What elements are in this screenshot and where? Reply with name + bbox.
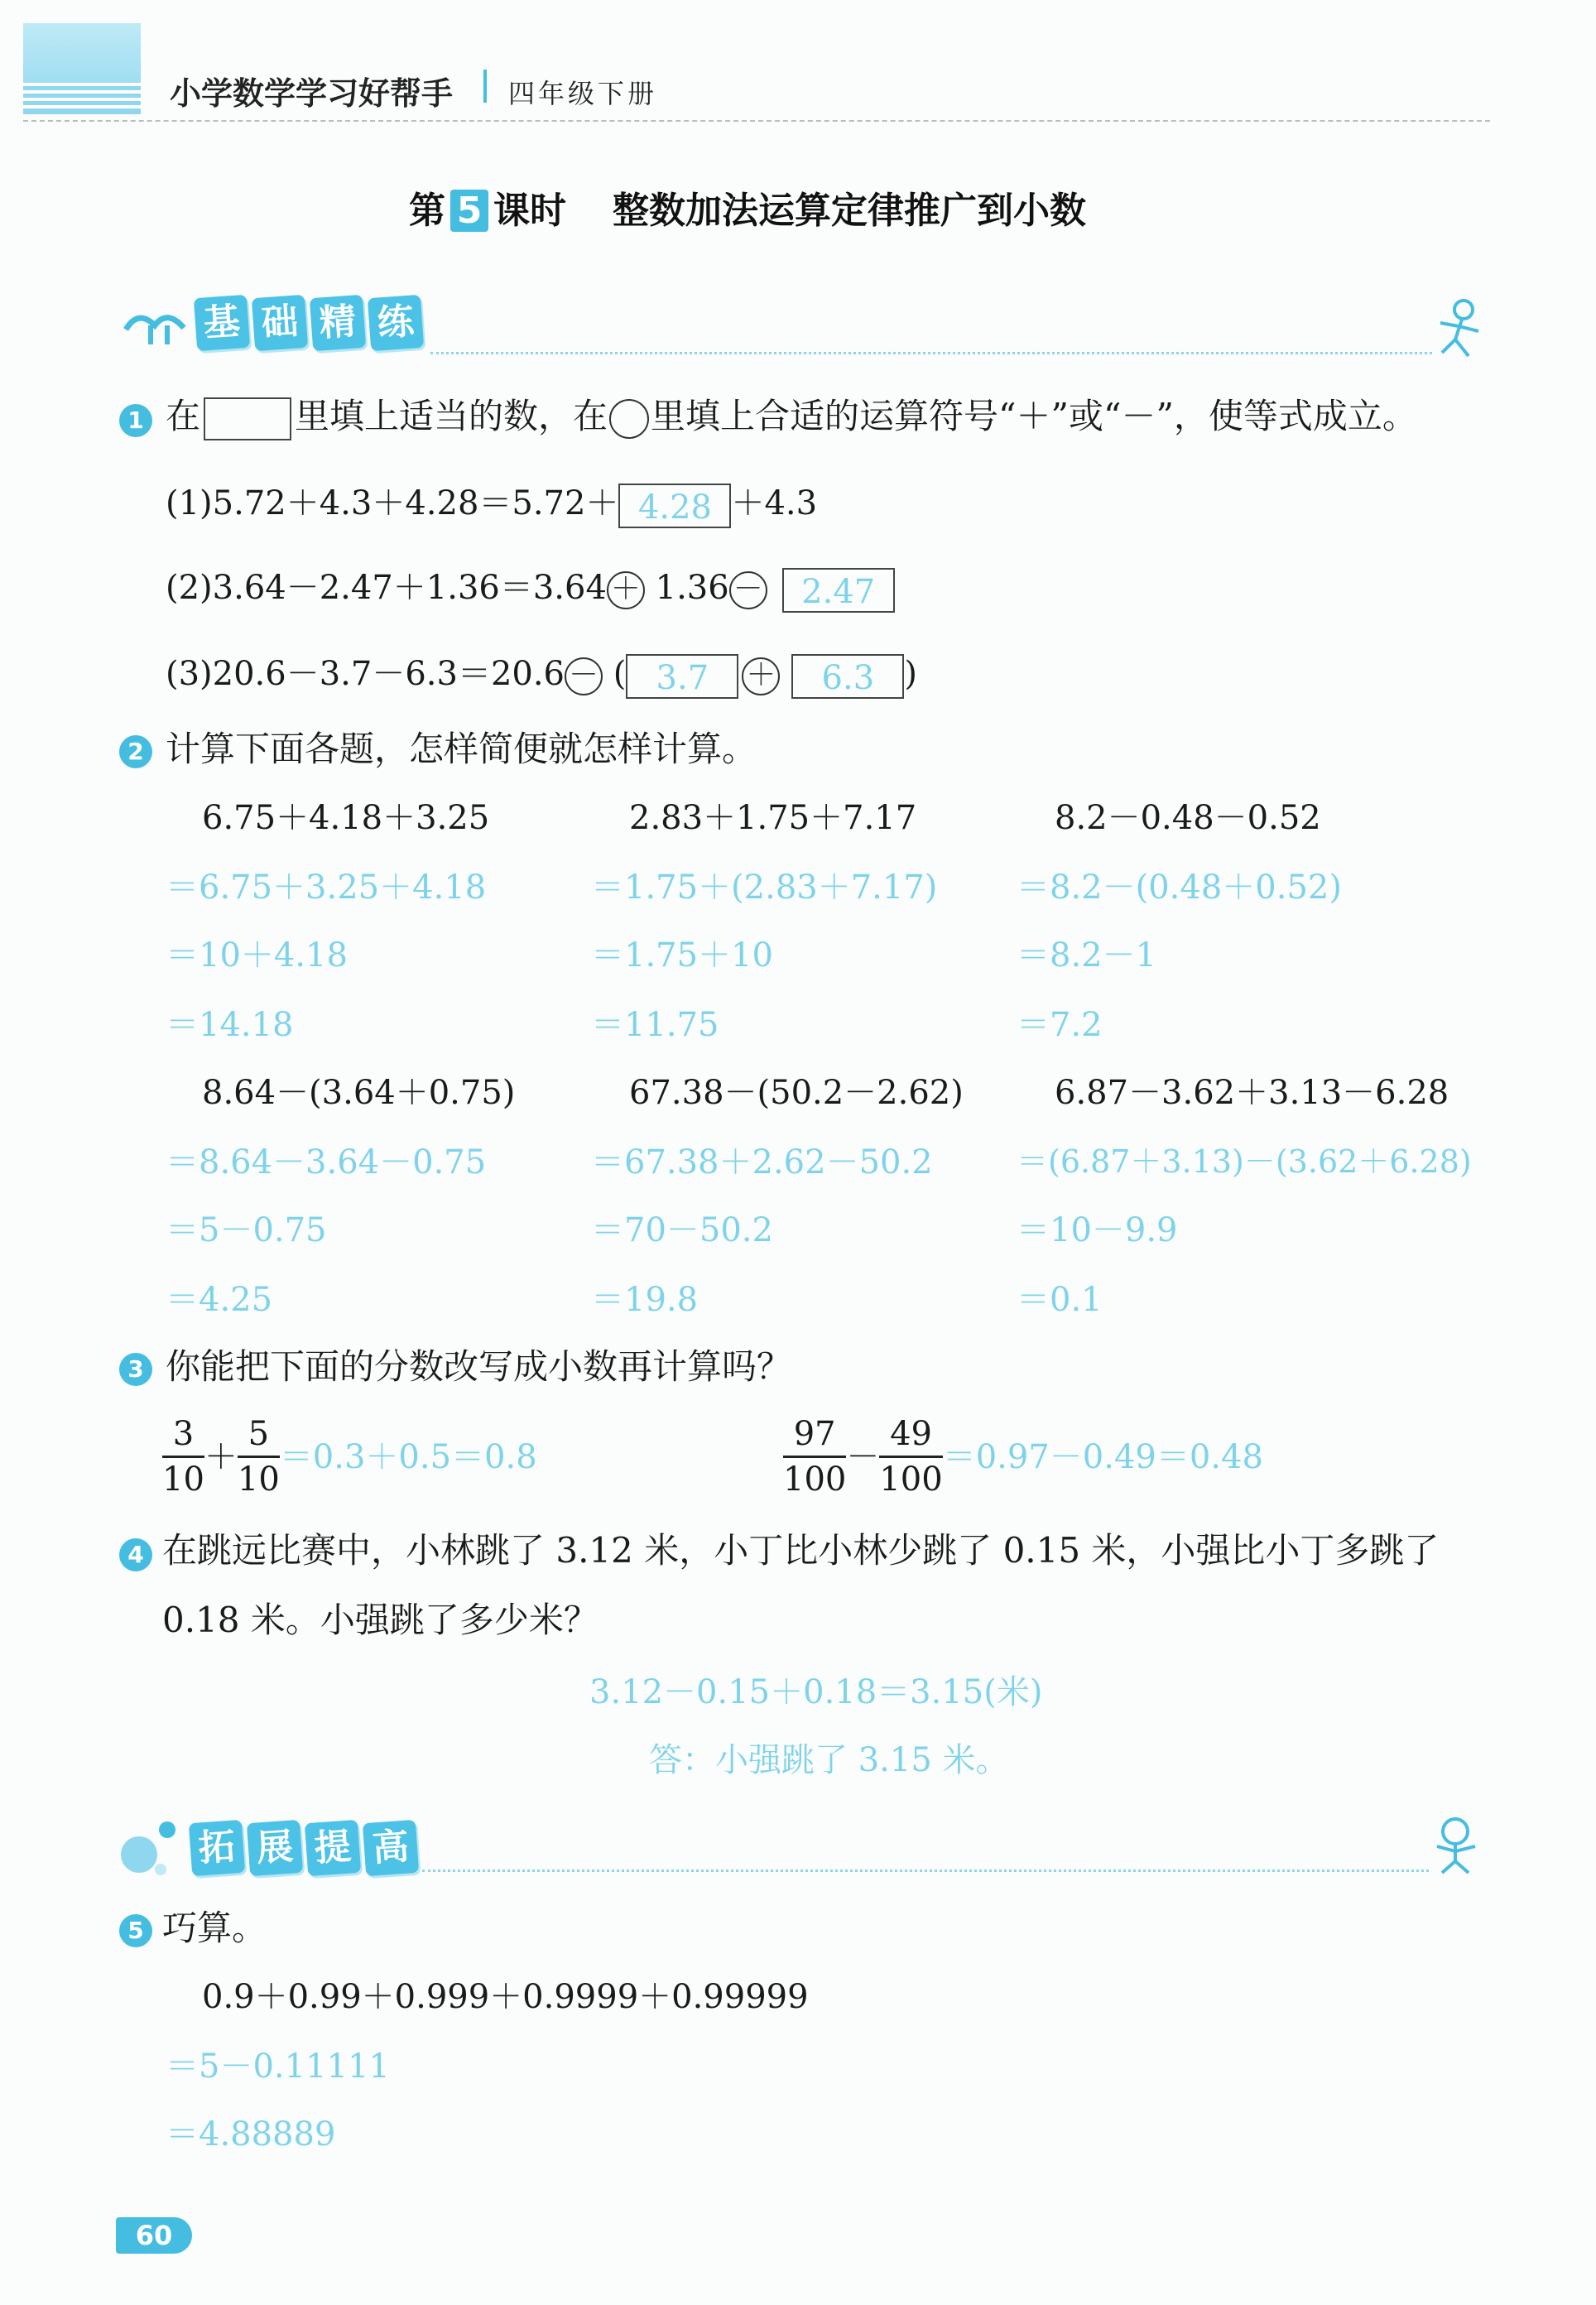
answer-box: 2.47 [782,568,895,613]
banner-char: 提 [305,1820,361,1876]
fraction: $\frac{97}{100}$ [783,1412,846,1501]
operator-circle: ＋ [607,571,645,609]
q2-problem-2: 2.83＋1.75＋7.17 [629,799,917,837]
q5-expression: 0.9＋0.99＋0.999＋0.9999＋0.99999 [202,1978,809,2016]
q4-answer-sentence: 答：小强跳了 3.15 米。 [649,1741,1009,1779]
q3-right-answer: ＝0.97－0.49＝0.48 [942,1437,1263,1476]
banner-char: 础 [252,295,308,351]
q4-line-2: 0.18 米。小强跳了多少米？ [162,1600,598,1640]
q2-step: ＝0.1 [1017,1281,1103,1319]
q3-prompt: 你能把下面的分数改写成小数再计算吗？ [166,1346,792,1387]
sprout-icon [118,305,192,346]
fraction: $\frac{5}{10}$ [238,1412,280,1501]
lesson-suffix: 课时 [493,190,566,232]
q2-step: ＝67.38＋2.62－50.2 [591,1143,933,1181]
q2-step: ＝1.75＋(2.83＋7.17) [591,869,938,907]
operator-circle: － [729,571,767,609]
running-kid-icon [1430,298,1488,361]
q2-step: ＝6.75＋3.25＋4.18 [166,869,487,907]
q1-number: 1 [119,404,152,437]
q3-number: 3 [119,1353,152,1386]
q1-item-1: (1)5.72＋4.3＋4.28＝5.72＋ 4.28 ＋4.3 [166,484,818,527]
lesson-name: 整数加法运算定律推广到小数 [613,190,1086,232]
section-extend-rule [422,1870,1429,1872]
q5-prompt: 巧算。 [162,1908,267,1948]
section-extend-banner [190,1818,417,1878]
answer-box: 6.3 [791,654,904,699]
q2-step: ＝8.64－3.64－0.75 [166,1143,487,1181]
q1-item-3: (3)20.6－3.7－6.3＝20.6 － ( 3.7 ＋ 6.3 ) [166,655,917,697]
section-basic-banner [195,293,422,353]
q1-circle-sample [609,399,649,439]
q2-problem-3: 8.2－0.48－0.52 [1055,799,1321,837]
q2-step: ＝(6.87＋3.13)－(3.62＋6.28) [1017,1143,1472,1180]
q1-blank-box-sample [204,397,291,440]
q2-problem-4: 8.64－(3.64＋0.75) [202,1074,516,1112]
q4-answer-equation: 3.12－0.15＋0.18＝3.15(米) [589,1673,1043,1711]
bubble-icon [116,1812,195,1886]
q4-number: 4 [119,1538,152,1571]
q5-step: ＝4.88889 [166,2115,336,2153]
banner-char: 精 [310,295,366,351]
q2-step: ＝1.75＋10 [591,936,773,974]
q1-text-c: 里填上合适的运算符号“＋”或“－”，使等式成立。 [651,396,1417,436]
q1-text-b: 里填上适当的数，在 [295,396,608,436]
header-divider [483,70,487,103]
q2-step: ＝19.8 [591,1281,699,1319]
q2-step: ＝10－9.9 [1017,1211,1178,1249]
q3-left-answer: ＝0.3＋0.5＝0.8 [279,1437,537,1476]
q2-step: ＝70－50.2 [591,1211,773,1249]
q5-step: ＝5－0.11111 [166,2048,390,2086]
q2-step: ＝14.18 [166,1006,294,1044]
q2-step: ＝4.25 [166,1281,273,1319]
q3-left-expression: $\frac{3}{10}$ ＋ $\frac{5}{10}$ ＝0.3＋0.5＝0.8 [162,1412,537,1501]
lesson-title [409,180,1086,233]
answer-box: 4.28 [618,484,731,528]
lesson-prefix: 第 [409,190,445,232]
header-stripes [23,83,141,113]
q2-step: ＝8.2－(0.48＋0.52) [1017,869,1342,907]
fraction: $\frac{49}{100}$ [879,1412,942,1501]
kid-icon [1422,1813,1488,1876]
banner-char: 基 [194,295,250,351]
q5-number: 5 [119,1914,152,1947]
fraction: $\frac{3}{10}$ [162,1412,204,1501]
page-number: 60 [135,2220,173,2251]
header-rule [23,120,1490,122]
banner-char: 展 [247,1820,303,1876]
answer-box: 3.7 [626,654,738,699]
q2-step: ＝10＋4.18 [166,936,348,974]
section-basic-rule [430,352,1432,354]
q2-prompt: 计算下面各题，怎样简便就怎样计算。 [166,729,757,769]
banner-char: 拓 [189,1820,245,1876]
q2-step: ＝5－0.75 [166,1211,327,1249]
q1-item-2: (2)3.64－2.47＋1.36＝3.64 ＋ 1.36 － 2.47 [166,568,895,613]
banner-char: 高 [363,1820,419,1876]
q2-problem-5: 67.38－(50.2－2.62) [629,1074,964,1112]
operator-circle: ＋ [742,657,780,695]
operator-circle: － [565,657,603,695]
q3-right-expression: $\frac{97}{100}$ － $\frac{49}{100}$ ＝0.97－0.49＝0.48 [783,1412,1263,1501]
q2-step: ＝7.2 [1017,1006,1103,1044]
page-number-badge [116,2217,192,2254]
banner-char: 练 [368,295,424,351]
q2-problem-6: 6.87－3.62＋3.13－6.28 [1055,1074,1449,1112]
grade-label: 四年级下册 [508,78,658,109]
q2-problem-1: 6.75＋4.18＋3.25 [202,799,490,837]
book-title: 小学数学学习好帮手 [170,75,454,112]
q2-step: ＝8.2－1 [1017,936,1157,974]
q4-line-1: 在跳远比赛中，小林跳了 3.12 米，小丁比小林少跳了 0.15 米，小强比小丁多跳了 [162,1530,1440,1571]
lesson-number-badge: 5 [450,190,488,232]
q1-prompt [166,397,1417,440]
q1-text-a: 在 [166,396,201,436]
q2-number: 2 [119,735,152,768]
q2-step: ＝11.75 [591,1006,719,1044]
